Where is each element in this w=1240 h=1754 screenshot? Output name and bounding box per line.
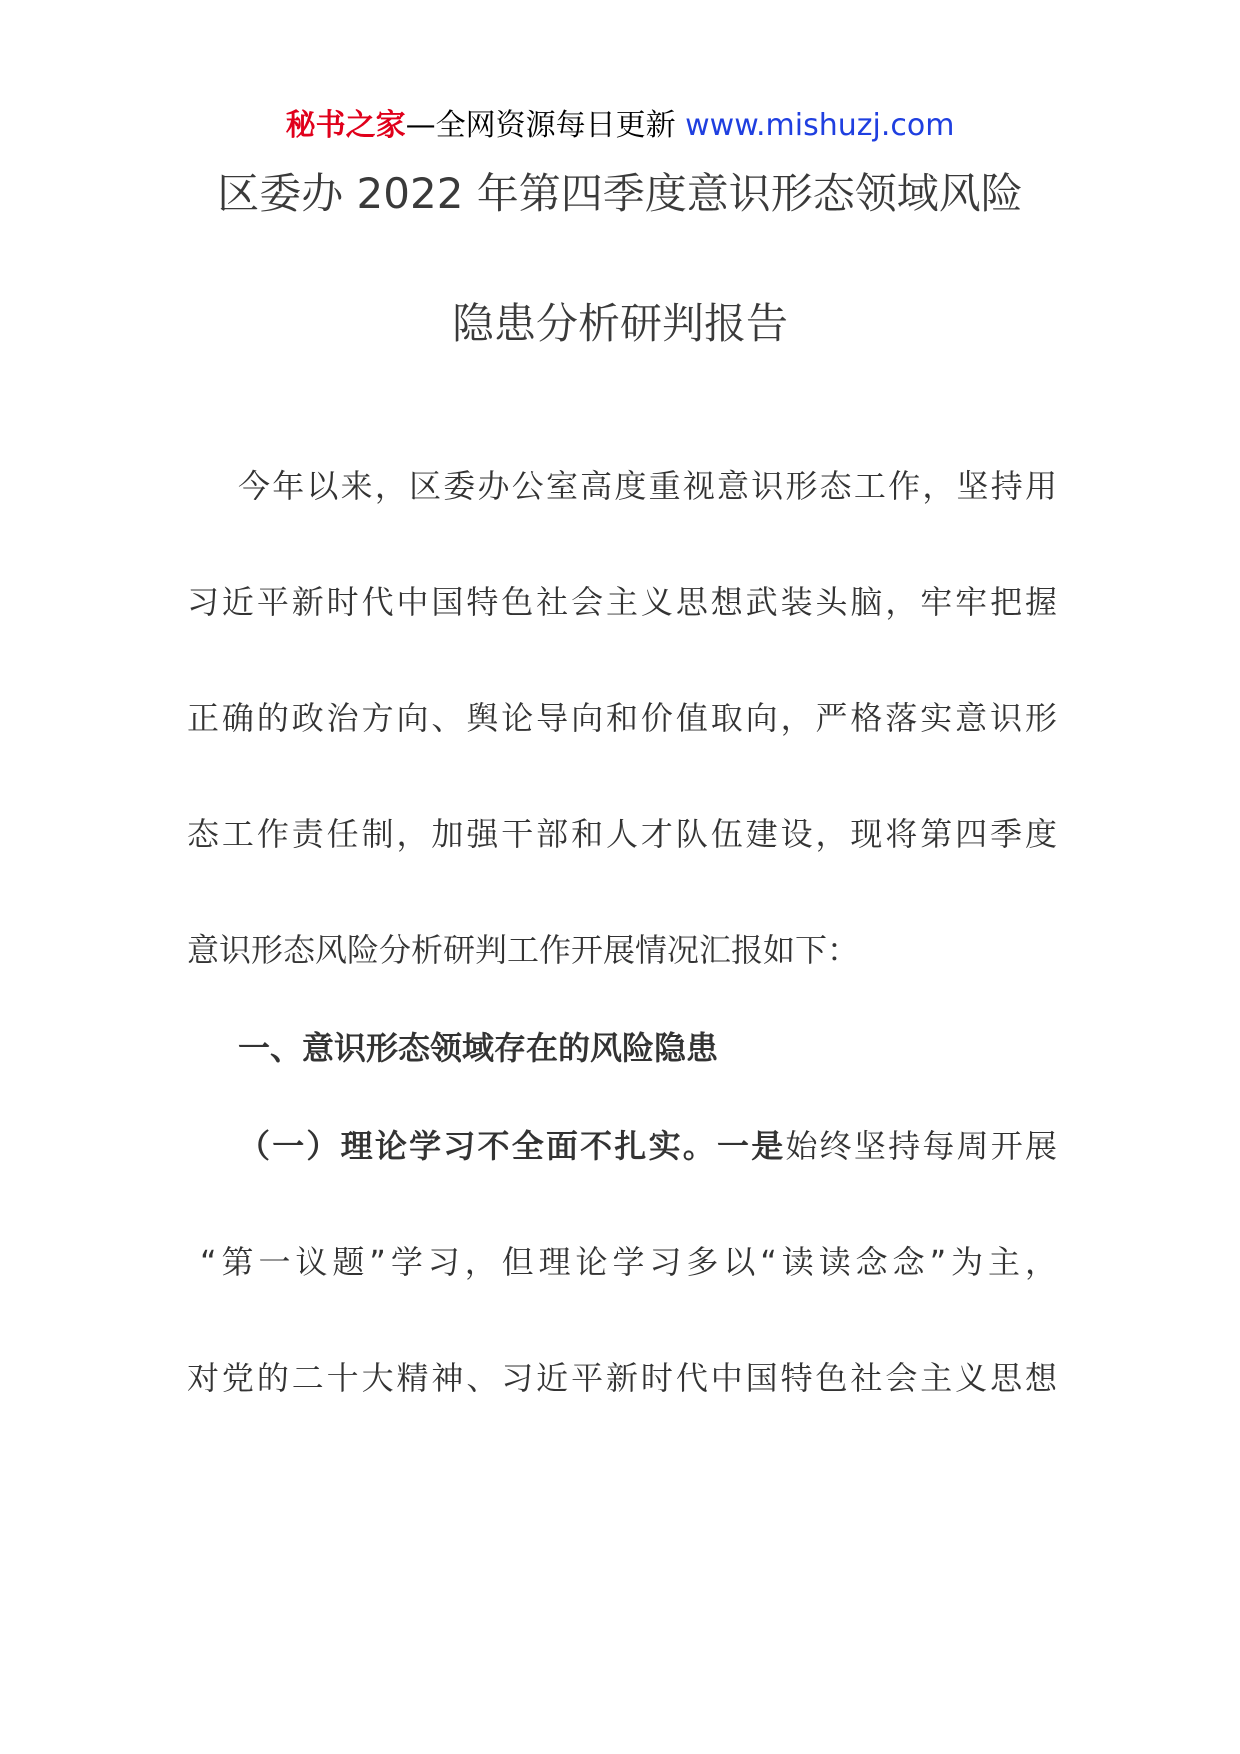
paragraph-line: “第一议题”学习，但理论学习多以“读读念念”为主， (200, 1243, 1057, 1281)
document-title-line-2: 隐患分析研判报告 (451, 299, 788, 348)
paragraph-line: 习近平新时代中国特色社会主义思想武装头脑，牢牢把握 (187, 583, 1057, 621)
paragraph-line: 对党的二十大精神、习近平新时代中国特色社会主义思想 (187, 1359, 1057, 1397)
section-heading: 一、意识形态领域存在的风险隐患 (238, 1029, 719, 1067)
site-header (0, 104, 1240, 148)
subsection-text: 始终坚持每周开展 (785, 1127, 1057, 1165)
paragraph-line: 今年以来，区委办公室高度重视意识形态工作，坚持用 (238, 467, 1057, 505)
paragraph-line: 态工作责任制，加强干部和人才队伍建设，现将第四季度 (187, 815, 1057, 853)
subsection-bold-lead: （一）理论学习不全面不扎实。一是 (238, 1127, 786, 1165)
brand-name: 秘书之家 (285, 108, 406, 143)
paragraph-line: 正确的政治方向、舆论导向和价值取向，严格落实意识形 (187, 699, 1057, 737)
paragraph-line: 意识形态风险分析研判工作开展情况汇报如下： (187, 931, 860, 969)
subsection-line (238, 1124, 1057, 1168)
header-slogan: —全网资源每日更新 (405, 108, 676, 143)
site-url-link[interactable]: www.mishuzj.com (685, 108, 955, 143)
document-title-line-1: 区委办 2022 年第四季度意识形态领域风险 (217, 169, 1023, 218)
